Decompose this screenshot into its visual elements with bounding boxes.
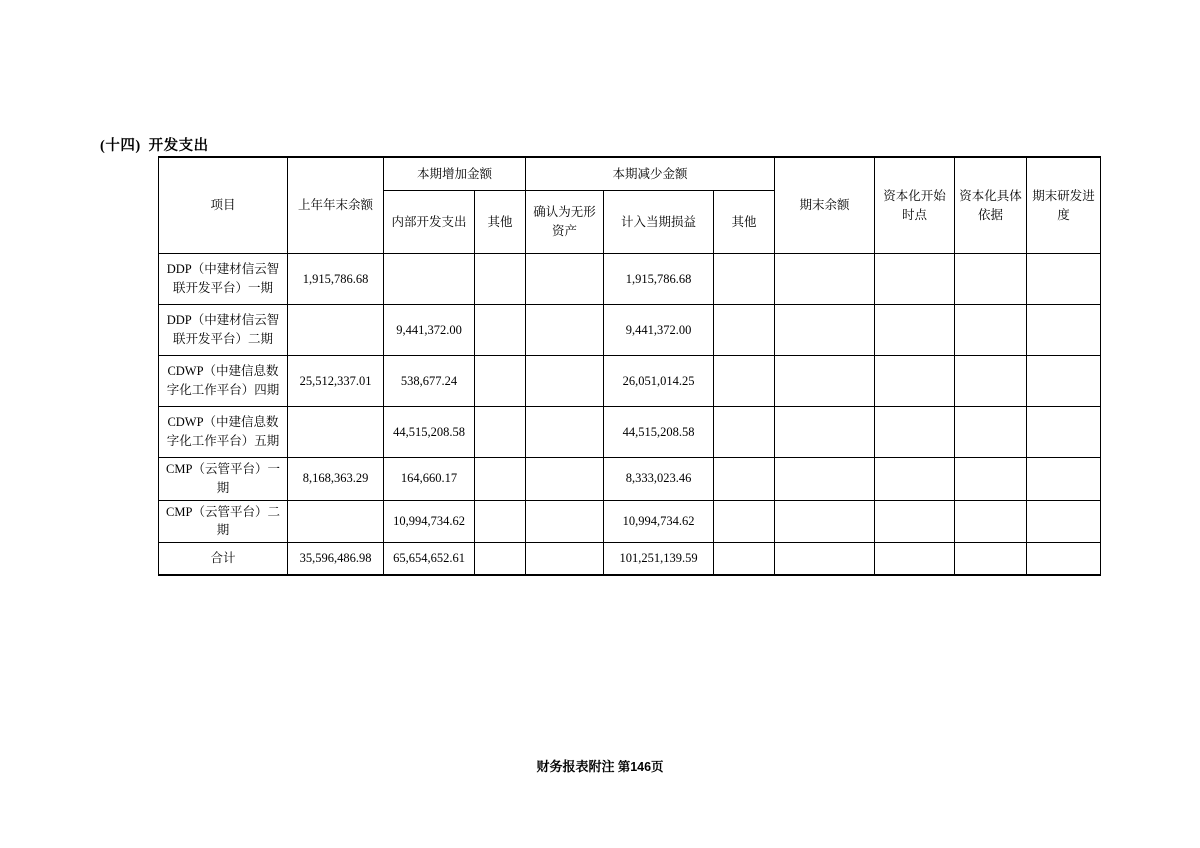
- cell-capitalization-start: [875, 254, 955, 305]
- cell-progress: [1027, 254, 1101, 305]
- cell-closing-balance: [775, 458, 875, 501]
- cell-opening-balance: 1,915,786.68: [288, 254, 384, 305]
- col-header-closing-balance: 期末余额: [775, 157, 875, 254]
- cell-other-increase: [475, 458, 526, 501]
- table-row: [159, 305, 1101, 356]
- cell-other-increase: [475, 254, 526, 305]
- cell-item: CDWP（中建信息数字化工作平台）五期: [159, 407, 288, 458]
- cell-internal-dev: 65,654,652.61: [384, 543, 475, 576]
- footer-label: 财务报表附注: [536, 759, 615, 774]
- table-row: [159, 254, 1101, 305]
- col-header-capitalization-basis: 资本化具体依据: [955, 157, 1027, 254]
- cell-recognized-intangible: [526, 305, 604, 356]
- table-header-row-1: [159, 157, 1101, 191]
- cell-capitalization-start: [875, 356, 955, 407]
- cell-capitalization-start: [875, 543, 955, 576]
- cell-other-decrease: [714, 407, 775, 458]
- cell-progress: [1027, 543, 1101, 576]
- cell-other-decrease: [714, 458, 775, 501]
- cell-other-decrease: [714, 543, 775, 576]
- col-header-other-decrease: 其他: [714, 191, 775, 254]
- cell-item: DDP（中建材信云智联开发平台）二期: [159, 305, 288, 356]
- cell-capitalization-start: [875, 407, 955, 458]
- cell-opening-balance: [288, 305, 384, 356]
- cell-opening-balance: 8,168,363.29: [288, 458, 384, 501]
- table-row: [159, 407, 1101, 458]
- cell-internal-dev: 9,441,372.00: [384, 305, 475, 356]
- cell-charged-to-pl: 8,333,023.46: [604, 458, 714, 501]
- cell-recognized-intangible: [526, 254, 604, 305]
- cell-other-decrease: [714, 500, 775, 543]
- cell-capitalization-start: [875, 305, 955, 356]
- page-footer: [0, 756, 1200, 775]
- cell-capitalization-basis: [955, 458, 1027, 501]
- cell-closing-balance: [775, 500, 875, 543]
- col-header-decrease-group: 本期减少金额: [526, 157, 775, 191]
- cell-capitalization-basis: [955, 356, 1027, 407]
- footer-page-number: 第146页: [617, 760, 664, 774]
- cell-capitalization-basis: [955, 500, 1027, 543]
- cell-item: DDP（中建材信云智联开发平台）一期: [159, 254, 288, 305]
- cell-progress: [1027, 305, 1101, 356]
- table-row: [159, 458, 1101, 501]
- cell-closing-balance: [775, 356, 875, 407]
- cell-opening-balance: [288, 500, 384, 543]
- col-header-internal-dev: 内部开发支出: [384, 191, 475, 254]
- cell-item: CMP（云管平台）二期: [159, 500, 288, 543]
- cell-progress: [1027, 407, 1101, 458]
- cell-internal-dev: 44,515,208.58: [384, 407, 475, 458]
- cell-other-decrease: [714, 254, 775, 305]
- col-header-other-increase: 其他: [475, 191, 526, 254]
- cell-internal-dev: 538,677.24: [384, 356, 475, 407]
- cell-recognized-intangible: [526, 356, 604, 407]
- cell-recognized-intangible: [526, 543, 604, 576]
- cell-capitalization-start: [875, 458, 955, 501]
- cell-capitalization-basis: [955, 305, 1027, 356]
- cell-other-increase: [475, 500, 526, 543]
- table-row: [159, 500, 1101, 543]
- cell-internal-dev: [384, 254, 475, 305]
- col-header-progress: 期末研发进度: [1027, 157, 1101, 254]
- development-expenditure-table: [158, 156, 1101, 576]
- cell-charged-to-pl: 9,441,372.00: [604, 305, 714, 356]
- table-total-row: [159, 543, 1101, 576]
- cell-capitalization-start: [875, 500, 955, 543]
- cell-opening-balance: 25,512,337.01: [288, 356, 384, 407]
- cell-other-increase: [475, 407, 526, 458]
- section-heading: [100, 134, 209, 155]
- cell-recognized-intangible: [526, 500, 604, 543]
- cell-other-increase: [475, 356, 526, 407]
- col-header-charged-to-pl: 计入当期损益: [604, 191, 714, 254]
- cell-other-decrease: [714, 356, 775, 407]
- cell-item: 合计: [159, 543, 288, 576]
- cell-progress: [1027, 500, 1101, 543]
- table-body: [159, 254, 1101, 576]
- cell-closing-balance: [775, 543, 875, 576]
- cell-progress: [1027, 356, 1101, 407]
- section-number: (十四): [100, 138, 141, 154]
- cell-other-decrease: [714, 305, 775, 356]
- table-row: [159, 356, 1101, 407]
- development-expenditure-table-wrapper: [158, 156, 1100, 576]
- cell-internal-dev: 10,994,734.62: [384, 500, 475, 543]
- cell-recognized-intangible: [526, 407, 604, 458]
- cell-capitalization-basis: [955, 254, 1027, 305]
- col-header-capitalization-start: 资本化开始时点: [875, 157, 955, 254]
- cell-closing-balance: [775, 407, 875, 458]
- cell-charged-to-pl: 10,994,734.62: [604, 500, 714, 543]
- cell-item: CMP（云管平台）一期: [159, 458, 288, 501]
- cell-recognized-intangible: [526, 458, 604, 501]
- cell-internal-dev: 164,660.17: [384, 458, 475, 501]
- col-header-item: 项目: [159, 157, 288, 254]
- cell-charged-to-pl: 101,251,139.59: [604, 543, 714, 576]
- cell-item: CDWP（中建信息数字化工作平台）四期: [159, 356, 288, 407]
- section-title: 开发支出: [148, 138, 209, 154]
- col-header-opening-balance: 上年年末余额: [288, 157, 384, 254]
- cell-closing-balance: [775, 254, 875, 305]
- cell-capitalization-basis: [955, 407, 1027, 458]
- cell-charged-to-pl: 26,051,014.25: [604, 356, 714, 407]
- cell-capitalization-basis: [955, 543, 1027, 576]
- cell-charged-to-pl: 44,515,208.58: [604, 407, 714, 458]
- cell-opening-balance: 35,596,486.98: [288, 543, 384, 576]
- cell-progress: [1027, 458, 1101, 501]
- cell-other-increase: [475, 305, 526, 356]
- col-header-recognized-intangible: 确认为无形资产: [526, 191, 604, 254]
- cell-opening-balance: [288, 407, 384, 458]
- cell-closing-balance: [775, 305, 875, 356]
- cell-other-increase: [475, 543, 526, 576]
- col-header-increase-group: 本期增加金额: [384, 157, 526, 191]
- cell-charged-to-pl: 1,915,786.68: [604, 254, 714, 305]
